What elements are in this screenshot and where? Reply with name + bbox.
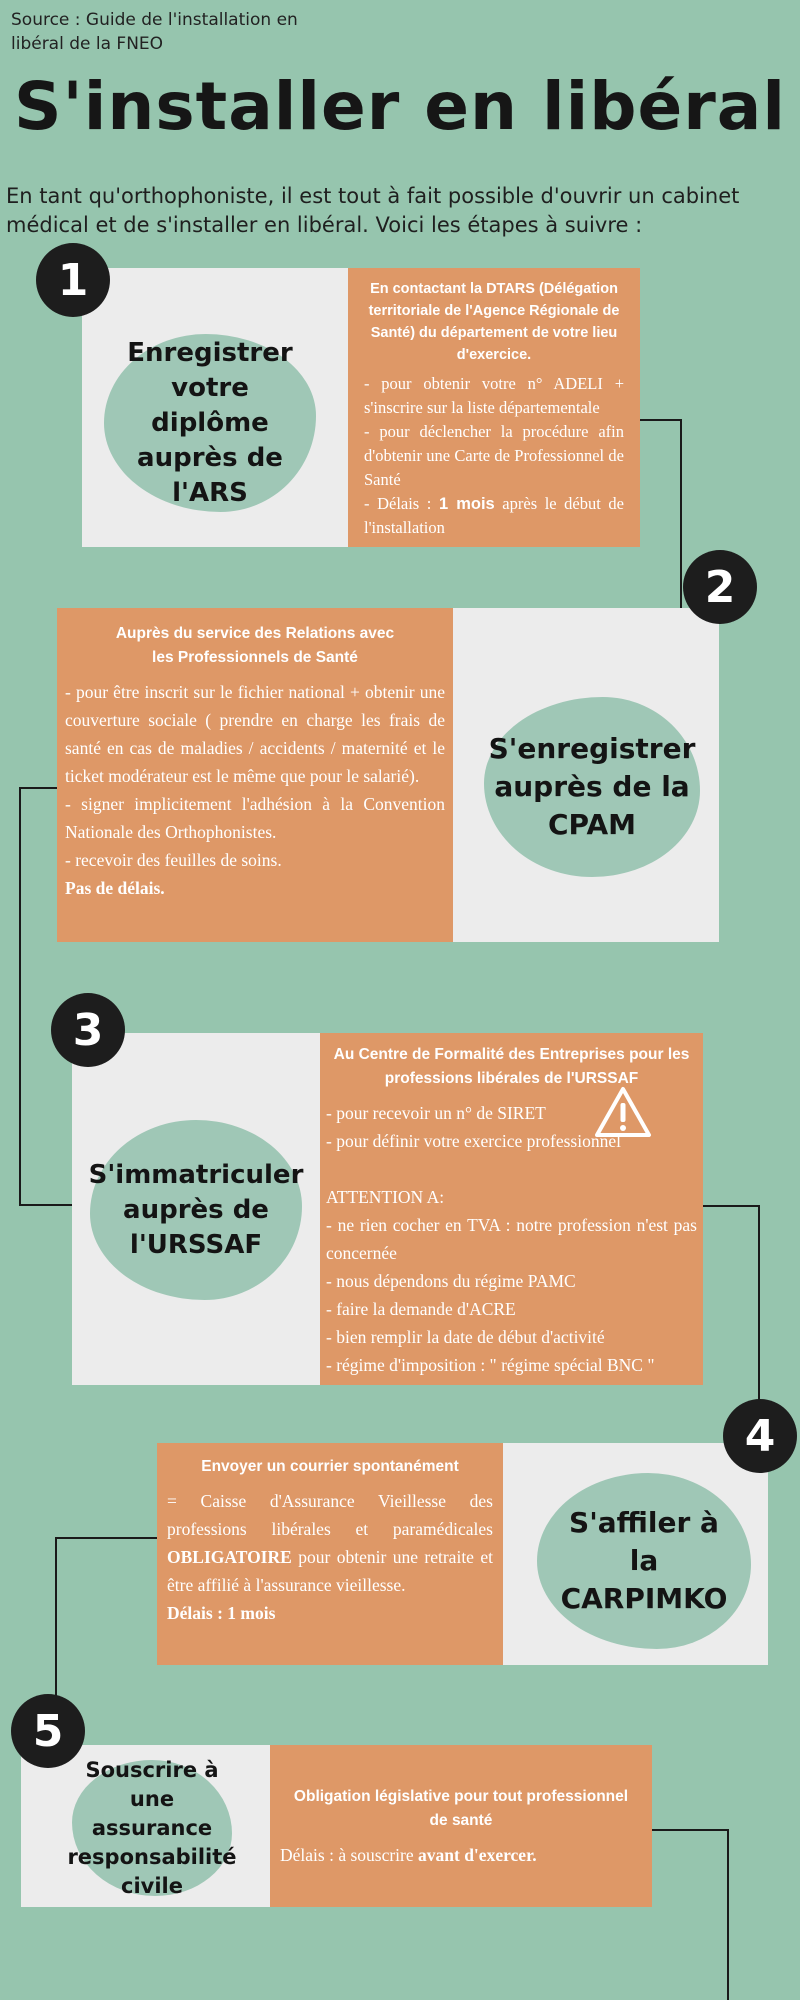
step-3-attention-line: - faire la demande d'ACRE — [326, 1299, 516, 1319]
step-4-text: = Caisse d'Assurance Vieillesse des professions libérales et paramédicales OBLIGATOIRE pour obtenir une retraite et être affilié à l'assurance vieillesse. — [167, 1491, 493, 1595]
connector-line — [652, 1829, 728, 1831]
step-1-title: Enregistrer votre diplôme auprès de l'ARS — [127, 337, 293, 508]
step-3-body — [326, 1099, 697, 1379]
step-5-title-blob — [67, 1757, 237, 1898]
connector-line — [640, 419, 682, 421]
step-4-info-panel — [157, 1443, 503, 1665]
step-2-body — [65, 678, 445, 902]
source-note: Source : Guide de l'installation en libéral de la FNEO — [11, 10, 298, 54]
step-3-heading: Au Centre de Formalité des Entreprises pour les professions libérales de l'URSSAF — [333, 1046, 690, 1087]
step-4-delay: Délais : 1 mois — [167, 1603, 276, 1623]
step-2-badge: 2 — [683, 550, 757, 624]
connector-line — [19, 1204, 72, 1206]
step-3-attention-line: - bien remplir la date de début d'activité — [326, 1327, 605, 1347]
step-4-title: S'affiler à la CARPIMKO — [560, 1506, 728, 1615]
step-3-attention-line: - régime d'imposition : " régime spécial BNC " — [326, 1355, 655, 1375]
step-1-line: - pour déclencher la procédure afin d'obtenir une Carte de Professionnel de Santé — [364, 422, 624, 489]
connector-line — [55, 1537, 57, 1707]
step-2-title: S'enregistrer auprès de la CPAM — [488, 732, 696, 841]
connector-line — [680, 419, 682, 609]
connector-line — [19, 787, 57, 789]
step-4-body — [167, 1487, 493, 1627]
connector-line — [727, 1829, 729, 2000]
connector-line — [19, 787, 21, 1205]
step-1-delay: - Délais : 1 mois après le début de l'installation — [364, 494, 624, 537]
page-title: S'installer en libéral — [14, 68, 786, 145]
step-3-attention: ATTENTION A: — [326, 1187, 445, 1207]
step-2-line: - pour être inscrit sur le fichier national + obtenir une couverture sociale ( prendre en charge les frais de santé en cas de maladies / accidents / maternité et le ticket modérateur est le même que pour le salarié). — [65, 682, 445, 786]
step-5-info-panel — [270, 1745, 652, 1907]
step-2-title-blob — [484, 697, 700, 877]
step-1-info-panel — [348, 268, 640, 547]
step-1-badge: 1 — [36, 243, 110, 317]
connector-line — [56, 1537, 158, 1539]
step-2-heading: Auprès du service des Relations avec les Professionnels de Santé — [115, 625, 395, 666]
step-1-line: - pour obtenir votre n° ADELI + s'inscrire sur la liste départementale — [364, 374, 624, 417]
step-3-line: - pour recevoir un n° de SIRET — [326, 1103, 546, 1123]
step-1-body — [364, 372, 624, 540]
step-4-heading: Envoyer un courrier spontanément — [201, 1458, 459, 1475]
step-3-line: - pour définir votre exercice professionnel — [326, 1131, 621, 1151]
step-2-no-delay: Pas de délais. — [65, 878, 165, 898]
step-5-title: Souscrire à une assurance responsabilité civile — [67, 1757, 237, 1898]
step-2-line: - recevoir des feuilles de soins. — [65, 850, 282, 870]
step-3-badge: 3 — [51, 993, 125, 1067]
step-2-info-panel — [57, 608, 453, 942]
step-2-line: - signer implicitement l'adhésion à la Convention Nationale des Orthophonistes. — [65, 794, 445, 842]
step-3-title: S'immatriculer auprès de l'URSSAF — [88, 1159, 304, 1260]
connector-line — [758, 1205, 760, 1405]
step-5-delay: Délais : à souscrire avant d'exercer. — [280, 1845, 537, 1865]
connector-line — [703, 1205, 760, 1207]
step-3-attention-line: - nous dépendons du régime PAMC — [326, 1271, 576, 1291]
step-1-title-blob — [104, 334, 316, 512]
step-3-attention-line: - ne rien cocher en TVA : notre profession n'est pas concernée — [326, 1215, 697, 1263]
step-4-badge: 4 — [723, 1399, 797, 1473]
step-5-badge: 5 — [11, 1694, 85, 1768]
intro-text: En tant qu'orthophoniste, il est tout à fait possible d'ouvrir un cabinet médical et de s'installer en libéral. Voici les étapes à suivre : — [6, 184, 740, 237]
step-1-heading: En contactant la DTARS (Délégation territoriale de l'Agence Régionale de Santé) du département de votre lieu d'exercice. — [368, 281, 620, 363]
warning-icon — [594, 1086, 652, 1138]
step-3-title-blob — [90, 1120, 302, 1300]
step-5-heading: Obligation législative pour tout professionnel de santé — [293, 1788, 629, 1829]
